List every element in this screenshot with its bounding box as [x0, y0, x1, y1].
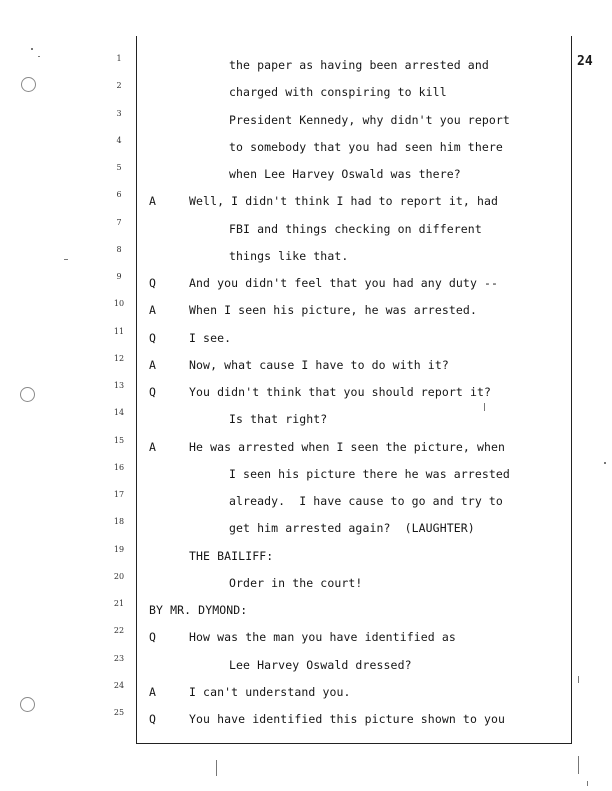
speaker-label: A — [149, 194, 156, 209]
transcript-line-text: get him arrested again? (LAUGHTER) — [229, 521, 475, 536]
line-number: 10 — [113, 299, 125, 309]
binder-hole-bottom — [20, 697, 35, 712]
scan-speck — [31, 48, 33, 50]
line-number: 19 — [113, 544, 125, 554]
page-number: 24 — [577, 54, 593, 69]
line-number: 2 — [116, 81, 122, 91]
speaker-label: A — [149, 357, 156, 372]
line-number: 12 — [113, 353, 125, 363]
speaker-label: A — [149, 303, 156, 318]
transcript-line-text: He was arrested when I seen the picture, when — [189, 439, 506, 454]
transcript-line-text: the paper as having been arrested and — [229, 58, 489, 72]
scan-speck — [484, 403, 485, 411]
line-number: 9 — [116, 272, 122, 281]
line-number: 13 — [113, 381, 125, 390]
line-number: 24 — [113, 680, 125, 690]
binder-hole-top — [21, 77, 36, 92]
speaker-label: Q — [149, 630, 156, 645]
speaker-label: A — [149, 439, 156, 454]
transcript-line-text: President Kennedy, why didn't you report — [229, 112, 510, 127]
transcript-line-text: And you didn't feel that you had any duty -- — [189, 276, 499, 290]
scan-speck — [38, 56, 40, 57]
transcript-line-text: When I seen his picture, he was arrested. — [189, 303, 477, 318]
speaker-label: Q — [149, 276, 156, 290]
transcript-line-text: Now, what cause I have to do with it? — [189, 357, 449, 372]
scan-speck — [604, 462, 606, 464]
margin-rule-bottom — [136, 743, 572, 744]
transcript-line-text: You didn't think that you should report it? — [189, 385, 492, 399]
line-number: 7 — [116, 217, 122, 227]
transcript-line-text: Lee Harvey Oswald dressed? — [229, 657, 412, 672]
line-number: 4 — [116, 135, 122, 145]
transcript-line-text: THE BAILIFF: — [189, 548, 274, 563]
transcript-line-text: already. I have cause to go and try to — [229, 494, 503, 508]
line-number: 23 — [113, 653, 125, 663]
transcript-line-text: Well, I didn't think I had to report it, had — [189, 194, 499, 209]
transcript-line-text: I see. — [189, 330, 232, 345]
speaker-label: A — [149, 684, 156, 699]
scan-speck — [578, 756, 579, 774]
scan-speck — [216, 760, 217, 776]
line-number: 11 — [113, 326, 125, 336]
transcript-line-text: I seen his picture there he was arrested — [229, 466, 510, 481]
transcript-line-text: I can't understand you. — [189, 684, 351, 699]
line-number: 14 — [113, 408, 125, 418]
line-number: 6 — [116, 190, 122, 200]
transcript-line-text: How was the man you have identified as — [189, 630, 456, 645]
speaker-label: Q — [149, 385, 156, 399]
speaker-label: Q — [149, 712, 156, 726]
scan-speck — [587, 781, 588, 786]
transcript-line-text: to somebody that you had seen him there — [229, 139, 503, 154]
line-number: 8 — [116, 244, 122, 254]
line-number: 15 — [113, 435, 125, 445]
transcript-line-text: charged with conspiring to kill — [229, 85, 447, 100]
line-number: 16 — [113, 462, 125, 472]
line-number: 3 — [116, 108, 122, 118]
transcript-line-text: Order in the court! — [229, 575, 363, 590]
line-number: 17 — [113, 490, 125, 499]
scan-speck — [578, 676, 579, 683]
transcript-line-text: when Lee Harvey Oswald was there? — [229, 167, 461, 181]
line-number: 20 — [113, 571, 125, 581]
line-number: 5 — [116, 163, 122, 172]
margin-rule-left — [136, 36, 137, 744]
line-number: 18 — [113, 517, 125, 527]
margin-rule-right — [571, 36, 572, 744]
scan-speck — [64, 259, 68, 260]
line-number: 25 — [113, 708, 125, 717]
binder-hole-middle — [20, 387, 35, 402]
transcript-line-text: things like that. — [229, 248, 349, 263]
transcript-line-text: FBI and things checking on different — [229, 221, 482, 236]
speaker-label: Q — [149, 330, 156, 345]
transcript-line-text: Is that right? — [229, 412, 328, 427]
transcript-line-text: BY MR. DYMOND: — [149, 603, 248, 617]
transcript-line-text: You have identified this picture shown to you — [189, 712, 506, 726]
line-number: 1 — [116, 54, 122, 63]
line-number: 22 — [113, 626, 125, 636]
line-number: 21 — [113, 599, 125, 608]
